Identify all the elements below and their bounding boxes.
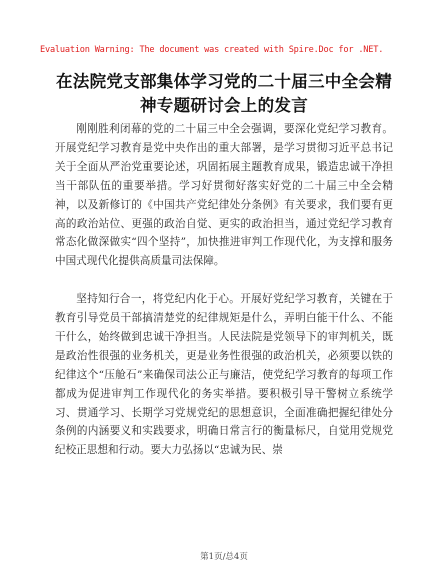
page-number: 第1页/总4页 — [200, 552, 248, 562]
evaluation-warning: Evaluation Warning: The document was created with Spire.Doc for .NET. — [40, 45, 384, 55]
paragraph: 坚持知行合一，将党纪内化于心。开展好党纪学习教育，关键在于教育引导党员干部搞清楚党的纪律规矩是什么，弄明白能干什么、不能干什么，始终做到忠诚干净担当。人民法院是党领导下的审判机关，既是政治性很强的业务机关，更是业务性很强的政治机关，必须要以铁的纪律这个“压舱石”来确保司法公正与廉洁，使党纪学习教育的每项工作都成为促进审判工作现代化的务实举措。要积极引导干警树立系统学习、贯通学习、长期学习党规党纪的思想意识，全面准确把握纪律处分条例的内涵要义和实践要求，明确日常言行的衡量标尺，自觉用党规党纪校正思想和行动。要大力弘扬以“忠诚为民、崇 — [55, 293, 393, 457]
paragraph: 刚刚胜利闭幕的党的二十届三中全会强调，要深化党纪学习教育。开展党纪学习教育是党中央作出的重大部署，是学习贯彻习近平总书记关于全面从严治党重要论述，巩固拓展主题教育成果，锻造忠诚干净担当干部队伍的重要举措。学习好贯彻好落实好党的二十届三中全会精神，以及新修订的《中国共产党纪律处分条例》有关要求，我们要有更高的政治站位、更强的政治自觉、更实的政治担当，通过党纪学习教育常态化做深做实“四个坚持”，加快推进审判工作现代化，为支撑和服务中国式现代化提供高质量司法保障。 — [55, 123, 393, 268]
document-body — [55, 120, 393, 460]
document-title: 在法院党支部集体学习党的二十届三中全会精神专题研讨会上的发言 — [56, 72, 392, 115]
